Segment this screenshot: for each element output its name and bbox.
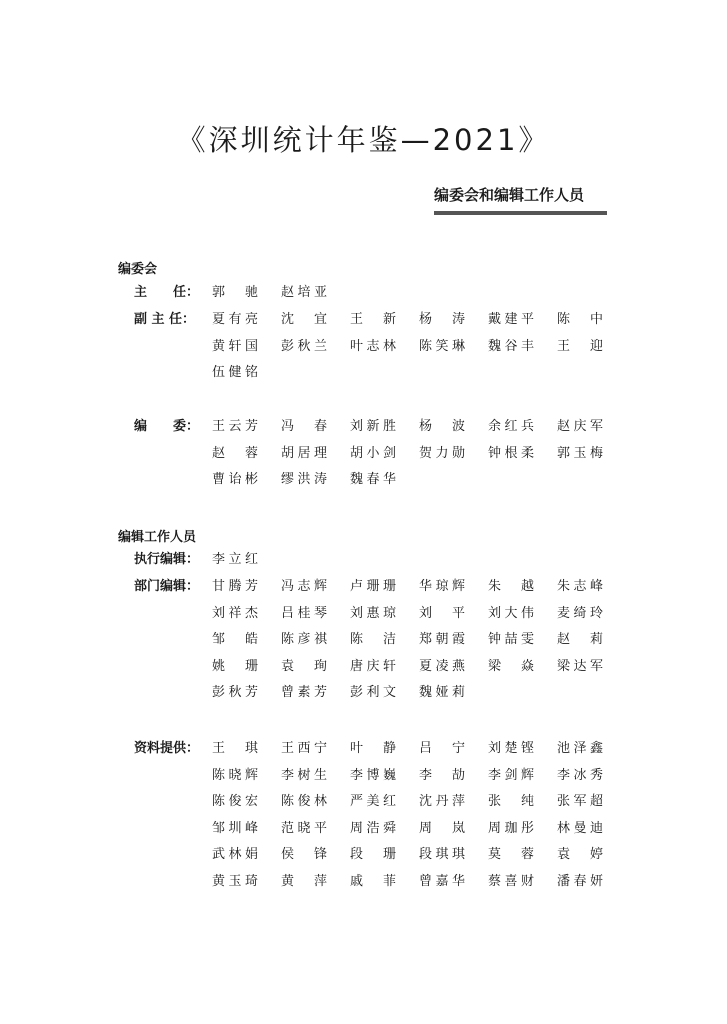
person-name: 杨 波: [419, 419, 465, 434]
person-name: 赵培亚: [281, 285, 327, 300]
person-name: 邹 皓: [212, 632, 258, 647]
person-name: 池泽鑫: [557, 741, 603, 756]
person-name: 刘大伟: [488, 605, 534, 621]
person-name: 蔡喜财: [488, 873, 534, 889]
person-name: 沈 宜: [281, 312, 327, 327]
committee-heading: 编委会: [118, 262, 158, 277]
person-name: 周 岚: [419, 820, 465, 836]
person-name: 陈 中: [557, 312, 603, 327]
staff-group-label: 执行编辑：: [134, 552, 200, 567]
person-name: 李 劼: [419, 767, 465, 783]
person-name: 彭秋兰: [281, 338, 327, 354]
person-name: 甘腾芳: [212, 579, 258, 594]
person-name: 曾嘉华: [419, 873, 465, 889]
person-name: 刘新胜: [350, 419, 396, 434]
person-name: 彭利文: [350, 685, 396, 700]
person-name: 陈 洁: [350, 632, 396, 647]
person-name: 赵庆军: [557, 419, 603, 434]
person-name: 李冰秀: [557, 767, 603, 783]
staff-group-label: 资料提供：: [134, 741, 200, 756]
person-name: 张军超: [557, 794, 603, 809]
staff-heading: 编辑工作人员: [118, 530, 197, 545]
person-name: 彭秋芳: [212, 685, 258, 700]
person-name: 黄 萍: [281, 873, 327, 889]
person-name: 王 迎: [557, 338, 603, 354]
person-name: 魏娅莉: [419, 685, 465, 700]
person-name: 潘春妍: [557, 873, 603, 889]
person-name: 郭 驰: [212, 285, 258, 300]
person-name: 麦绮玲: [557, 605, 603, 621]
person-name: 戚 菲: [350, 873, 396, 889]
person-name: 袁 婷: [557, 847, 603, 862]
person-name: 郑朝霞: [419, 632, 465, 647]
person-name: 邹圳峰: [212, 820, 258, 836]
person-name: 梁达军: [557, 658, 603, 674]
person-name: 朱 越: [488, 579, 534, 594]
person-name: 陈笑琳: [419, 338, 465, 354]
person-name: 赵 莉: [557, 632, 603, 647]
person-name: 刘祥杰: [212, 605, 258, 621]
person-name: 陈俊林: [281, 794, 327, 809]
page-subtitle: 编委会和编辑工作人员: [434, 186, 585, 204]
person-name: 黄轩国: [212, 338, 258, 354]
person-name: 唐庆轩: [350, 658, 396, 674]
person-name: 胡居理: [281, 445, 327, 461]
person-name: 刘 平: [419, 605, 465, 621]
person-name: 夏有亮: [212, 312, 258, 327]
person-name: 陈晓辉: [212, 767, 258, 783]
person-name: 周浩舜: [350, 820, 396, 836]
person-name: 卢珊珊: [350, 579, 396, 594]
person-name: 曹诒彬: [212, 472, 258, 487]
person-name: 钟喆雯: [488, 632, 534, 647]
person-name: 魏谷丰: [488, 338, 534, 354]
person-name: 叶 静: [350, 741, 396, 756]
person-name: 范晓平: [281, 820, 327, 836]
person-name: 李博巍: [350, 767, 396, 783]
person-name: 吕 宁: [419, 741, 465, 756]
person-name: 黄玉琦: [212, 873, 258, 889]
person-name: 李立红: [212, 552, 258, 567]
person-name: 段 珊: [350, 847, 396, 862]
subtitle-underline: [434, 211, 607, 215]
person-name: 李树生: [281, 767, 327, 783]
person-name: 曾素芳: [281, 685, 327, 700]
person-name: 王 琪: [212, 741, 258, 756]
person-name: 陈俊宏: [212, 794, 258, 809]
person-name: 戴建平: [488, 312, 534, 327]
person-name: 陈彦祺: [281, 632, 327, 647]
person-name: 魏春华: [350, 472, 396, 487]
person-name: 缪洪涛: [281, 472, 327, 487]
person-name: 莫 蓉: [488, 847, 534, 862]
staff-group-label: 部门编辑：: [134, 579, 200, 594]
person-name: 吕桂琴: [281, 605, 327, 621]
person-name: 伍健铭: [212, 365, 258, 380]
person-name: 严美红: [350, 794, 396, 809]
person-name: 余红兵: [488, 419, 534, 434]
subtitle-block: [434, 184, 607, 215]
person-name: 周珈彤: [488, 820, 534, 836]
person-name: 李剑辉: [488, 767, 534, 783]
person-name: 王 新: [350, 312, 396, 327]
committee-group-label: 主 任：: [134, 285, 200, 300]
committee-group-label: 副 主 任：: [134, 312, 196, 327]
person-name: 叶志林: [350, 338, 396, 354]
person-name: 冯志辉: [281, 579, 327, 594]
person-name: 侯 锋: [281, 847, 327, 862]
person-name: 胡小剑: [350, 445, 396, 461]
person-name: 段琪琪: [419, 847, 465, 862]
person-name: 郭玉梅: [557, 445, 603, 461]
person-name: 林曼迪: [557, 820, 603, 836]
person-name: 刘楚铿: [488, 741, 534, 756]
person-name: 姚 珊: [212, 658, 258, 674]
person-name: 赵 蓉: [212, 445, 258, 461]
person-name: 王云芳: [212, 419, 258, 434]
person-name: 夏凌燕: [419, 658, 465, 674]
person-name: 张 纯: [488, 794, 534, 809]
person-name: 武林娟: [212, 847, 258, 862]
committee-group-label: 编 委：: [134, 419, 200, 434]
person-name: 袁 珣: [281, 658, 327, 674]
person-name: 沈丹萍: [419, 794, 465, 809]
person-name: 朱志峰: [557, 579, 603, 594]
person-name: 冯 春: [281, 419, 327, 434]
page-title: 《深圳统计年鉴—2021》: [176, 123, 551, 157]
person-name: 王西宁: [281, 741, 327, 756]
person-name: 钟根柔: [488, 445, 534, 461]
person-name: 刘惠琼: [350, 605, 396, 621]
person-name: 梁 焱: [488, 658, 534, 674]
person-name: 华琼辉: [419, 579, 465, 594]
person-name: 杨 涛: [419, 312, 465, 327]
person-name: 贺力勋: [419, 445, 465, 461]
